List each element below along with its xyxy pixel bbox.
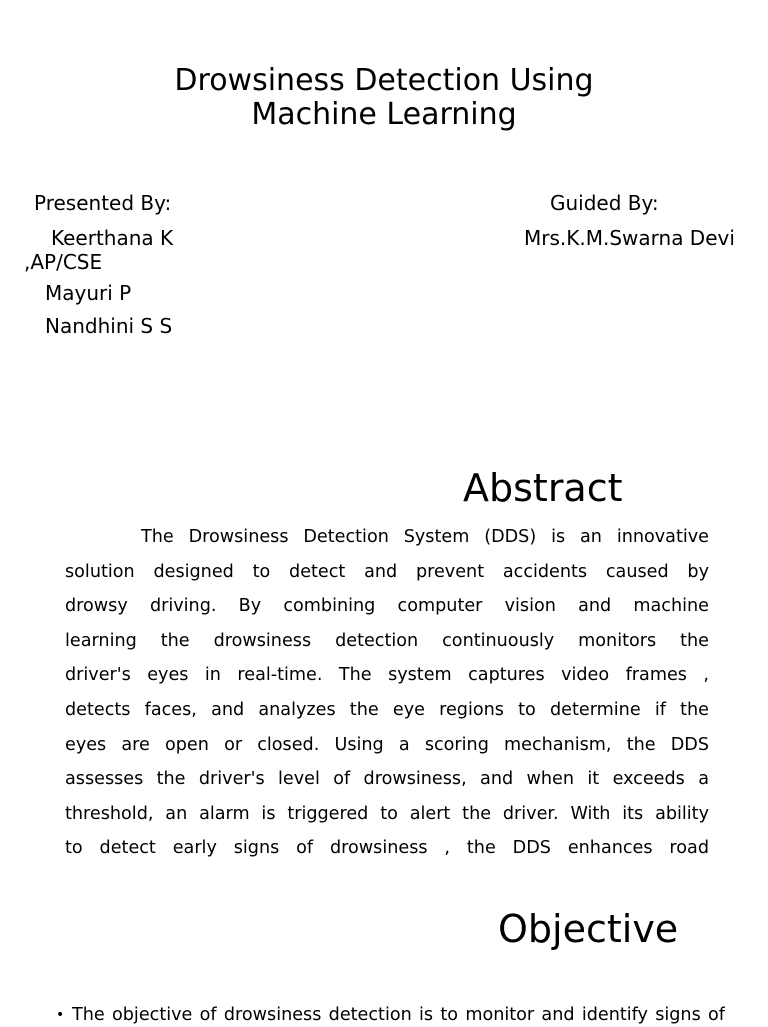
title-line-2: Machine Learning	[251, 97, 517, 132]
abstract-line: threshold, an alarm is triggered to alert the driver. With its ability	[65, 803, 709, 824]
abstract-line: learning the drowsiness detection continuously monitors the	[65, 630, 709, 651]
objective-bullet-item	[56, 1003, 725, 1027]
abstract-line: to detect early signs of drowsiness , the DDS enhances road	[65, 838, 709, 859]
title-line-1: Drowsiness Detection Using	[174, 63, 594, 98]
abstract-line: detects faces, and analyzes the eye regions to determine if the	[65, 699, 709, 720]
guided-by-label: Guided By:	[550, 191, 659, 215]
objective-heading: Objective	[498, 907, 679, 951]
abstract-line: driver's eyes in real-time. The system captures video frames ,	[65, 665, 709, 686]
presenter-name-2: Mayuri P	[45, 281, 132, 305]
objective-bullet-text: The objective of drowsiness detection is to monitor and identify signs of	[72, 1005, 725, 1025]
abstract-line: drowsy driving. By combining computer vision and machine	[65, 596, 709, 617]
presented-by-label: Presented By:	[34, 191, 172, 215]
guide-designation: ,AP/CSE	[24, 250, 103, 274]
abstract-heading: Abstract	[463, 466, 623, 510]
abstract-line: assesses the driver's level of drowsiness, and when it exceeds a	[65, 769, 709, 790]
page-title	[0, 64, 768, 132]
abstract-line: The Drowsiness Detection System (DDS) is an innovative	[141, 527, 709, 547]
presenter-name-3: Nandhini S S	[45, 314, 173, 338]
abstract-line: solution designed to detect and prevent accidents caused by	[65, 561, 709, 582]
abstract-line: eyes are open or closed. Using a scoring mechanism, the DDS	[65, 734, 709, 755]
abstract-paragraph	[65, 520, 709, 866]
presenter-name-1: Keerthana K	[51, 226, 174, 250]
guide-name: Mrs.K.M.Swarna Devi	[524, 226, 735, 250]
bullet-icon: •	[56, 1007, 65, 1023]
